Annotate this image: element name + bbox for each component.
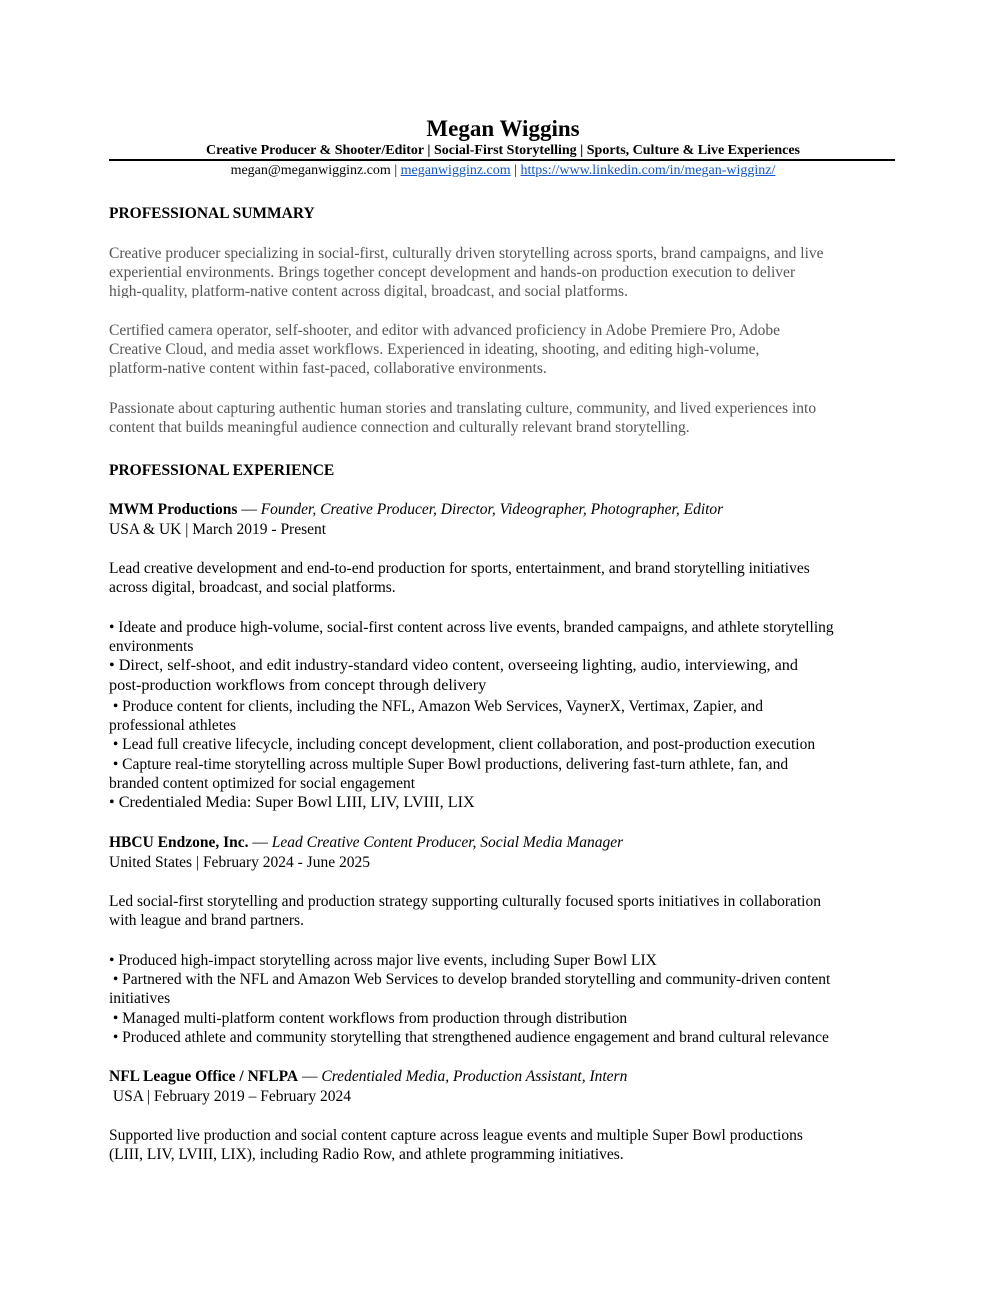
bullet-item: • Produced high-impact storytelling across major live events, including Super Bowl LIX <box>109 952 657 969</box>
bullet-item: • Credentialed Media: Super Bowl LIII, LIV, LVIII, LIX <box>109 793 475 811</box>
job-description-line: Lead creative development and end-to-end production for sports, entertainment, and brand storytelling initiatives <box>109 560 810 577</box>
candidate-name: Megan Wiggins <box>426 116 580 141</box>
bullet-item-cont: environments <box>109 638 194 655</box>
job-description-line: (LIII, LIV, LVIII, LIX), including Radio Row, and athlete programming initiatives. <box>109 1146 624 1163</box>
summary-p2-line-3: platform-native content within fast-paced, collaborative environments. <box>109 360 547 377</box>
candidate-tagline: Creative Producer & Shooter/Editor | Social-First Storytelling | Sports, Culture & Live Experiences <box>206 143 800 158</box>
contact-separator: | <box>390 163 401 178</box>
bullet-item-cont: post-production workflows from concept through delivery <box>109 676 487 694</box>
job-role: Founder, Creative Producer, Director, Videographer, Photographer, Editor <box>260 501 724 518</box>
job-dash: — <box>248 834 272 851</box>
bullet-item: • Capture real-time storytelling across multiple Super Bowl productions, delivering fast-turn athlete, fan, and <box>109 756 789 773</box>
email-text: megan@meganwigginz.com <box>230 163 391 178</box>
job-title-line <box>109 833 623 852</box>
job-dash: — <box>298 1068 322 1085</box>
job-description-line: with league and brand partners. <box>109 912 304 929</box>
bullet-item: • Produced athlete and community storytelling that strengthened audience engagement and brand cultural relevance <box>109 1029 829 1046</box>
bullet-item: • Direct, self-shoot, and edit industry-standard video content, overseeing lighting, audio, interviewing, and <box>109 656 798 674</box>
experience-heading: PROFESSIONAL EXPERIENCE <box>109 462 335 479</box>
summary-p3-line-2: content that builds meaningful audience connection and culturally relevant brand storytelling. <box>109 419 690 436</box>
contact-separator: | <box>510 163 521 178</box>
job-organization: NFL League Office / NFLPA <box>109 1068 299 1085</box>
job-description-line: across digital, broadcast, and social platforms. <box>109 579 396 596</box>
bullet-item-cont: initiatives <box>109 990 171 1007</box>
bullet-item-cont: branded content optimized for social engagement <box>109 775 416 792</box>
bullet-item: • Lead full creative lifecycle, including concept development, client collaboration, and post-production execution <box>109 736 816 753</box>
summary-paragraph-1 <box>100 242 920 298</box>
job-meta: United States | February 2024 - June 2025 <box>109 854 370 871</box>
linkedin-link[interactable]: https://www.linkedin.com/in/megan-wigginz/ <box>520 163 776 178</box>
header-divider <box>109 159 895 161</box>
bullet-item-cont: professional athletes <box>109 717 236 734</box>
job-meta: USA | February 2019 – February 2024 <box>109 1088 352 1105</box>
job-role: Lead Creative Content Producer, Social Media Manager <box>271 834 624 851</box>
contact-line <box>0 162 1006 180</box>
job-organization: HBCU Endzone, Inc. <box>109 834 249 851</box>
summary-p2-line-1: Certified camera operator, self-shooter, and editor with advanced proficiency in Adobe Premiere Pro, Adobe <box>109 322 781 339</box>
job-title-line <box>109 1067 627 1086</box>
bullet-item: • Produce content for clients, including the NFL, Amazon Web Services, VaynerX, Vertimax, Zapier, and <box>109 698 763 715</box>
summary-p2-line-2: Creative Cloud, and media asset workflows. Experienced in ideating, shooting, and editing high-volume, <box>109 341 760 358</box>
summary-p1-line-3: high-quality, platform-native content across digital, broadcast, and social platforms. <box>109 283 628 298</box>
job-dash: — <box>237 501 261 518</box>
job-title-line <box>109 500 723 519</box>
job-description-line: Led social-first storytelling and production strategy supporting culturally focused sports initiatives in collaboration <box>109 893 821 910</box>
summary-p1-line-1: Creative producer specializing in social-first, culturally driven storytelling across sports, brand campaigns, and live <box>109 245 824 262</box>
bullet-item: • Partnered with the NFL and Amazon Web Services to develop branded storytelling and community-driven content <box>109 971 831 988</box>
job-organization: MWM Productions <box>109 501 238 518</box>
bullet-item: • Managed multi-platform content workflows from production through distribution <box>109 1010 628 1027</box>
summary-p3-line-1: Passionate about capturing authentic human stories and translating culture, community, and lived experiences into <box>109 400 817 417</box>
website-link[interactable]: meganwigginz.com <box>400 163 511 178</box>
bullet-item: • Ideate and produce high-volume, social-first content across live events, branded campaigns, and athlete storytelling <box>109 619 834 636</box>
summary-heading: PROFESSIONAL SUMMARY <box>109 205 315 222</box>
job-meta: USA & UK | March 2019 - Present <box>109 521 327 538</box>
job-description-line: Supported live production and social content capture across league events and multiple Super Bowl productions <box>109 1127 803 1144</box>
summary-p1-line-2: experiential environments. Brings together concept development and hands-on production execution to deliver <box>109 264 796 281</box>
job-role: Credentialed Media, Production Assistant, Intern <box>321 1068 628 1085</box>
